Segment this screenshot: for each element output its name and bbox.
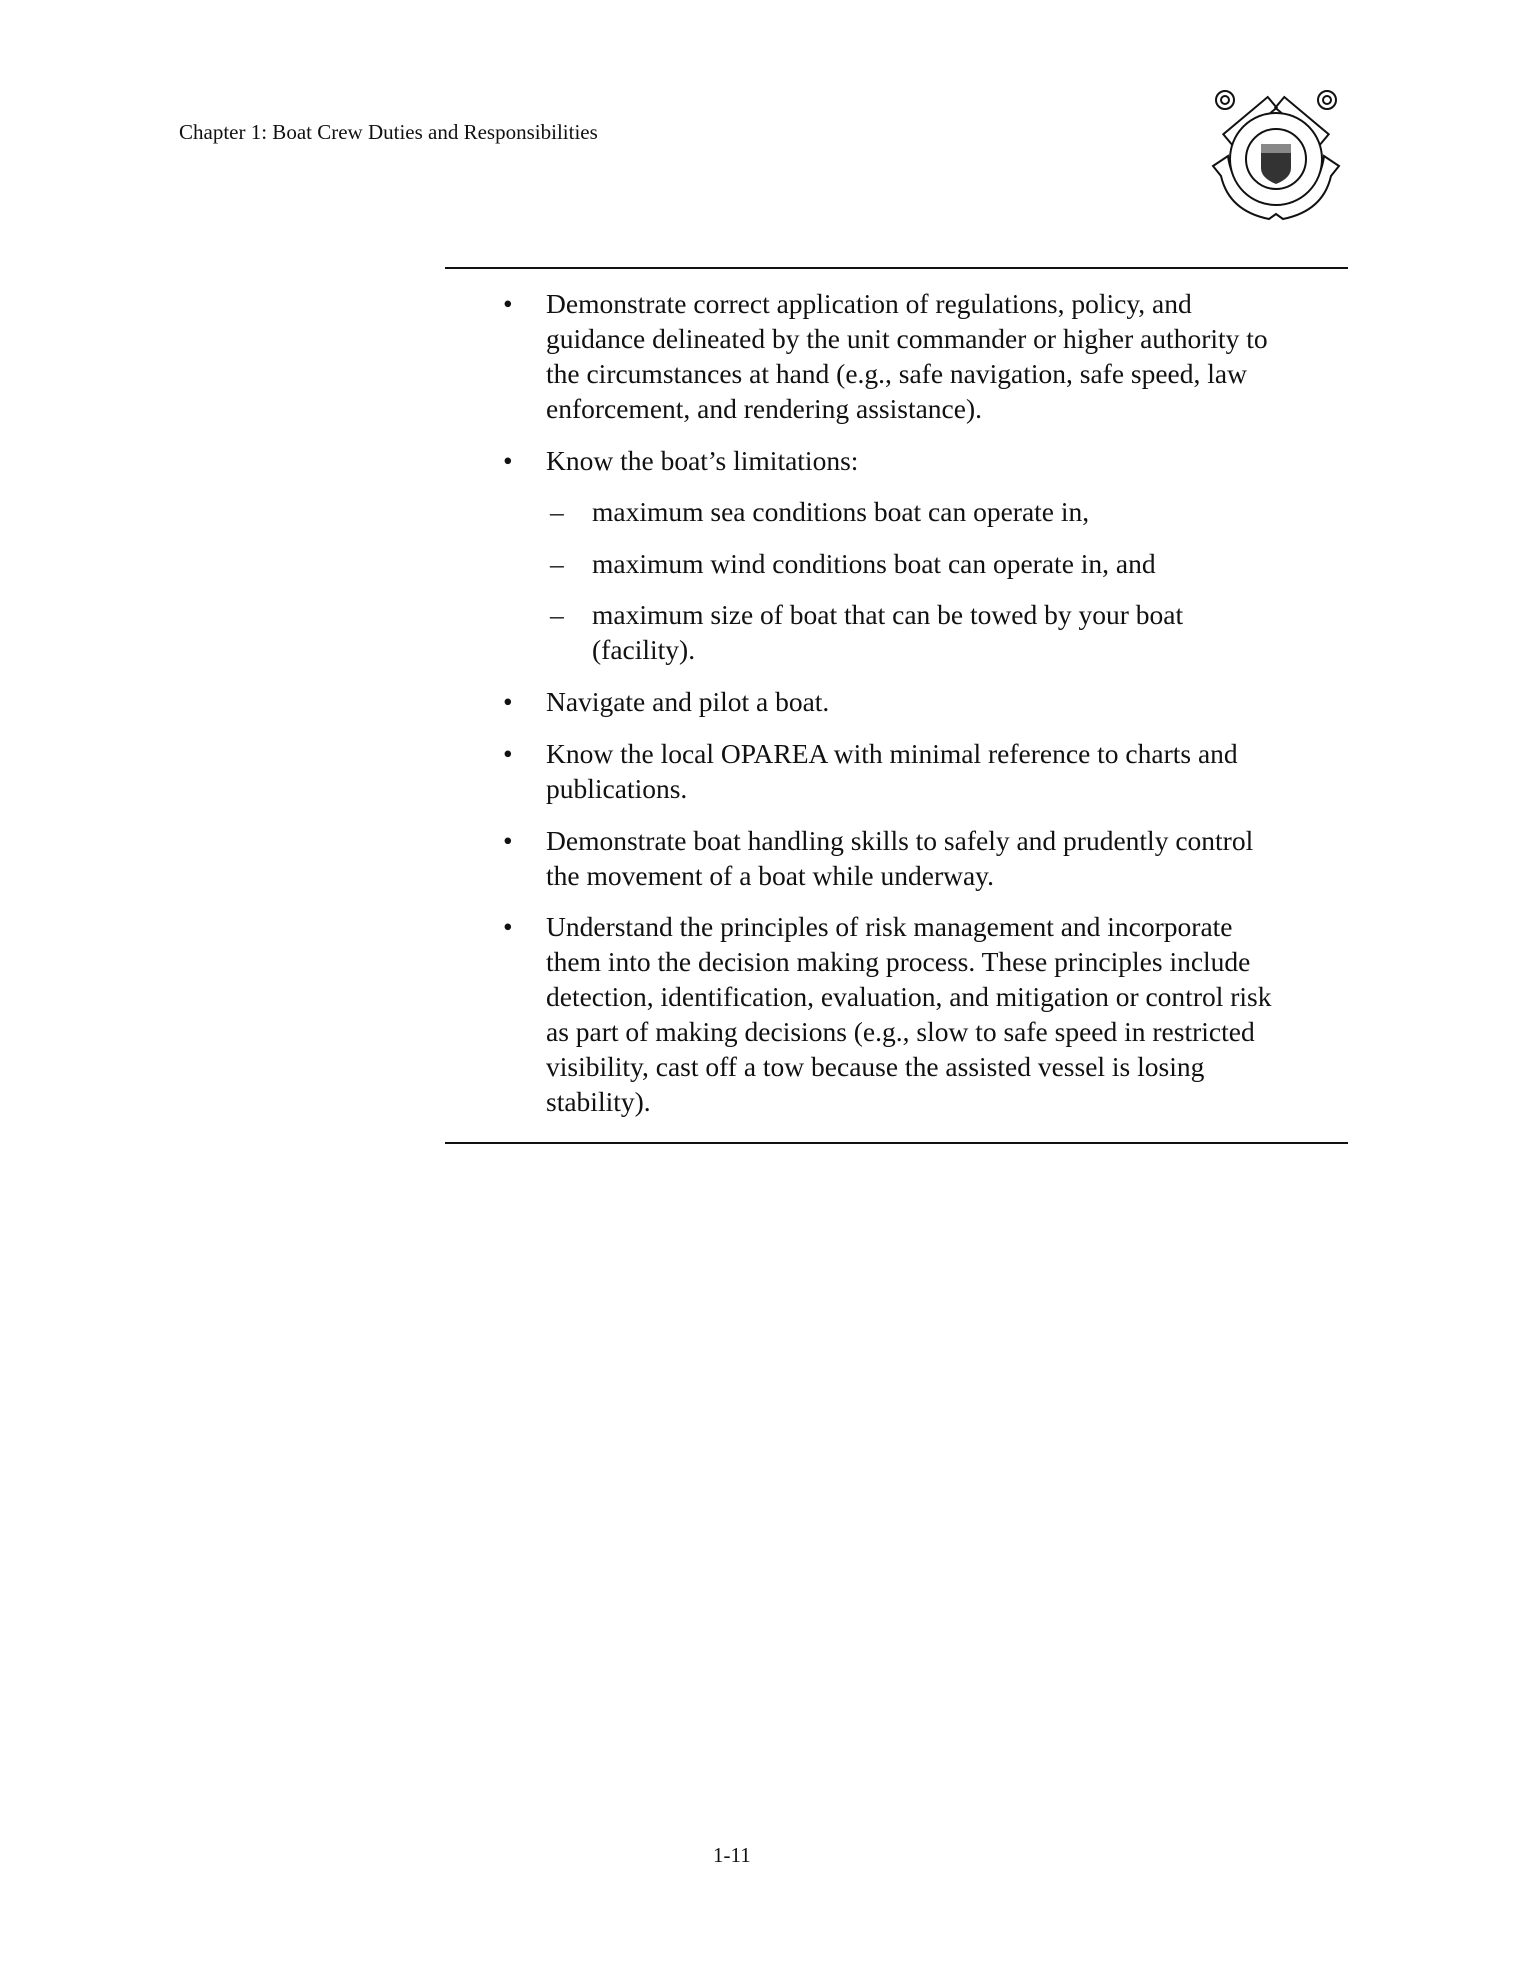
page-number: 1-11 [713, 1843, 751, 1867]
list-item: Know the boat’s limitations: [546, 445, 859, 476]
sub-list-item: maximum sea conditions boat can operate in, [592, 496, 1090, 527]
bullet-marker: • [503, 686, 513, 717]
dash-marker: – [550, 496, 564, 527]
bullet-marker: • [503, 738, 513, 769]
list-item: Know the local OPAREA with minimal reference to charts and publications. [546, 738, 1238, 804]
sub-list-item: maximum size of boat that can be towed by your boat (facility). [592, 599, 1184, 665]
dash-marker: – [550, 548, 564, 579]
bullet-marker: • [503, 288, 513, 319]
bullet-marker: • [503, 825, 513, 856]
list-item: Demonstrate correct application of regulations, policy, and guidance delineated by the unit commander or higher authority to the circumstances at hand (e.g., safe navigation, safe speed, law enforcement, and rendering assistance). [546, 288, 1268, 424]
top-rule [445, 267, 1348, 269]
list-item: Understand the principles of risk management and incorporate them into the decision making process. These principles include detection, identification, evaluation, and mitigation or control risk as part of making decisions (e.g., slow to safe speed in restricted visibility, cast off a tow because the assisted vessel is losing stability). [546, 911, 1272, 1117]
bullet-marker: • [503, 911, 513, 942]
coast-guard-seal-icon [1203, 86, 1349, 226]
bullet-marker: • [503, 445, 513, 476]
list-item: Navigate and pilot a boat. [546, 686, 830, 717]
bottom-rule [445, 1142, 1348, 1144]
dash-marker: – [550, 599, 564, 630]
chapter-header: Chapter 1: Boat Crew Duties and Responsibilities [179, 120, 598, 144]
list-item: Demonstrate boat handling skills to safely and prudently control the movement of a boat while underway. [546, 825, 1254, 891]
sub-list-item: maximum wind conditions boat can operate in, and [592, 548, 1156, 579]
